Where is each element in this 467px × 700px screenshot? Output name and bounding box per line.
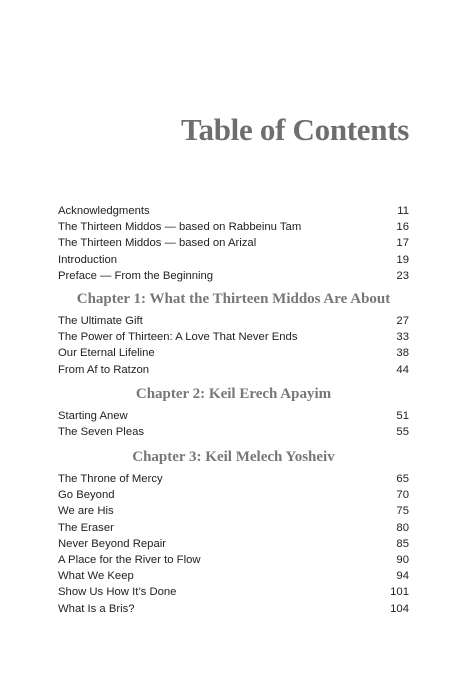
- toc-list: [58, 203, 409, 617]
- entry-label: The Ultimate Gift: [58, 314, 143, 327]
- entry-page: 55: [396, 425, 409, 438]
- entry-label: The Thirteen Middos — based on Rabbeinu Tam: [58, 221, 302, 234]
- entry-page: 11: [397, 205, 409, 217]
- entry-page: 38: [396, 347, 409, 360]
- chapter-heading-3[interactable]: Chapter 3: Keil Melech Yosheiv: [132, 449, 335, 466]
- entry-page: 90: [396, 554, 409, 566]
- toc-entry[interactable]: [58, 471, 409, 487]
- entry-page: 85: [396, 537, 409, 550]
- entry-label: The Eraser: [58, 521, 114, 534]
- entry-page: 19: [396, 253, 409, 266]
- entry-label: The Thirteen Middos — based on Arizal: [58, 237, 257, 250]
- toc-entry[interactable]: [58, 601, 409, 617]
- entry-label: Our Eternal Lifeline: [58, 347, 155, 360]
- entry-page: 104: [390, 602, 409, 615]
- entry-page: 70: [396, 489, 409, 502]
- entry-page: 44: [396, 363, 409, 376]
- toc-entry[interactable]: [58, 329, 409, 345]
- entry-page: 94: [396, 570, 409, 583]
- toc-entry[interactable]: [58, 520, 409, 536]
- entry-label: Go Beyond: [58, 489, 115, 502]
- entry-label: Preface — From the Beginning: [58, 269, 214, 282]
- toc-entry[interactable]: [58, 503, 409, 519]
- toc-entry[interactable]: [58, 568, 409, 584]
- entry-page: 75: [396, 505, 409, 518]
- toc-entry[interactable]: [58, 362, 409, 378]
- toc-entry[interactable]: [58, 408, 409, 424]
- entry-label: Starting Anew: [58, 409, 128, 422]
- entry-label: The Seven Pleas: [58, 425, 145, 438]
- toc-entry[interactable]: [58, 203, 409, 219]
- chapter-heading-1[interactable]: Chapter 1: What the Thirteen Middos Are About: [76, 290, 391, 307]
- toc-entry[interactable]: [58, 235, 409, 251]
- entry-label: Acknowledgments: [58, 205, 150, 217]
- entry-label: Show Us How It’s Done: [58, 586, 177, 599]
- toc-entry[interactable]: [58, 536, 409, 552]
- entry-label: A Place for the River to Flow: [58, 554, 201, 566]
- entry-page: 27: [396, 314, 409, 327]
- chapter-heading-2[interactable]: Chapter 2: Keil Erech Apayim: [135, 385, 332, 402]
- entry-page: 80: [396, 521, 409, 534]
- toc-entry[interactable]: [58, 487, 409, 503]
- entry-label: What Is a Bris?: [58, 602, 135, 615]
- entry-page: 16: [396, 221, 409, 234]
- toc-entry[interactable]: [58, 252, 409, 268]
- toc-entry[interactable]: [58, 552, 409, 568]
- entry-page: 33: [396, 331, 409, 344]
- entry-label: We are His: [58, 505, 114, 518]
- entry-label: From Af to Ratzon: [58, 363, 150, 376]
- toc-entry[interactable]: [58, 268, 409, 284]
- entry-label: What We Keep: [58, 570, 134, 583]
- entry-page: 23: [396, 269, 409, 282]
- entry-label: The Throne of Mercy: [58, 473, 163, 486]
- entry-label: Never Beyond Repair: [58, 537, 167, 550]
- toc-entry[interactable]: [58, 345, 409, 361]
- page-title: Table of Contents: [180, 112, 409, 147]
- entry-page: 17: [396, 237, 409, 250]
- entry-page: 65: [396, 473, 409, 486]
- toc-entry[interactable]: [58, 219, 409, 235]
- entry-label: The Power of Thirteen: A Love That Never Ends: [58, 331, 298, 344]
- entry-page: 51: [396, 409, 409, 422]
- toc-entry[interactable]: [58, 584, 409, 600]
- entry-page: 101: [390, 586, 409, 599]
- toc-entry[interactable]: [58, 313, 409, 329]
- entry-label: Introduction: [58, 253, 118, 266]
- toc-entry[interactable]: [58, 424, 409, 440]
